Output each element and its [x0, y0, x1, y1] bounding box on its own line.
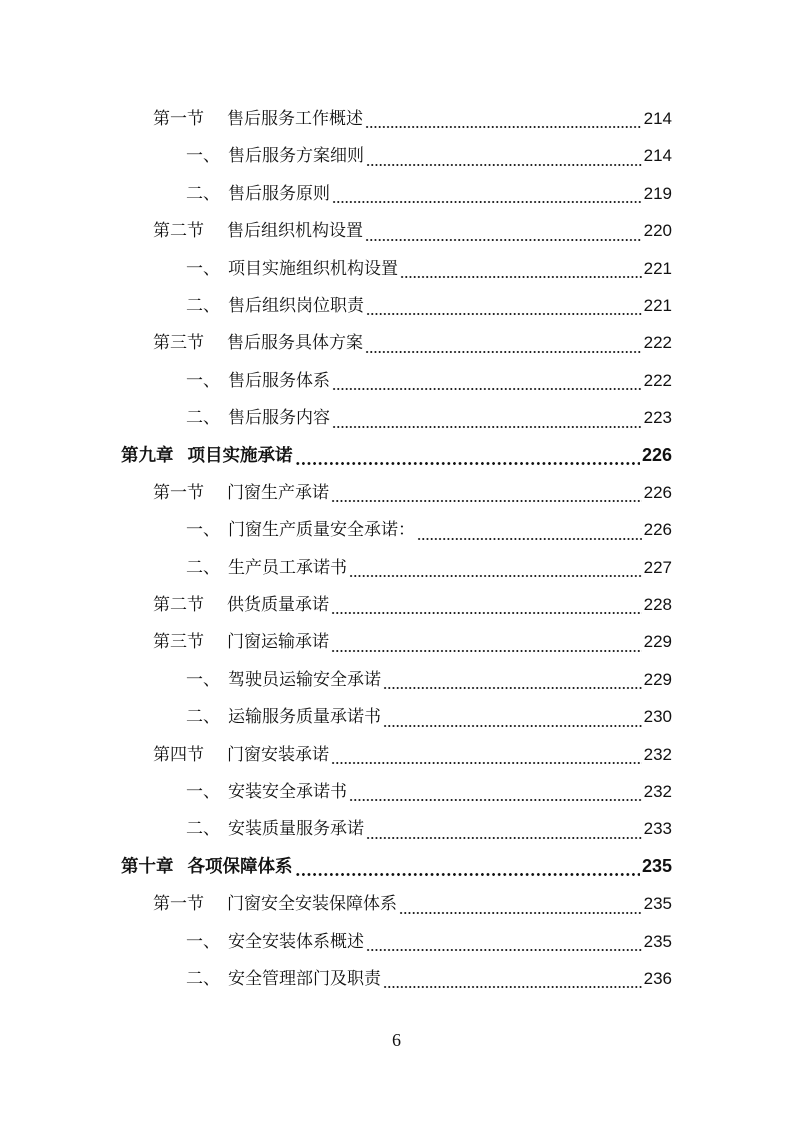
toc-entry-page: 229	[643, 669, 672, 689]
toc-entry-page: 220	[643, 221, 672, 241]
toc-dot-leader	[417, 511, 642, 548]
toc-entry-number: 第二节	[153, 595, 204, 616]
toc-entry-number: 二、	[186, 819, 220, 840]
toc-entry-number: 第十章	[121, 856, 174, 877]
toc-entry-title: 门窗安全安装保障体系	[227, 894, 397, 915]
toc-entry-title: 驾驶员运输安全承诺	[228, 669, 381, 690]
toc-entry-title: 售后组织机构设置	[227, 221, 363, 242]
toc-entry-title: 各项保障体系	[187, 856, 293, 877]
toc-entry-title: 项目实施承诺	[187, 445, 293, 466]
toc-entry-page: 221	[643, 258, 672, 278]
toc-entry-page: 233	[643, 819, 672, 839]
toc-entry-title: 供货质量承诺	[227, 595, 329, 616]
toc-entry-number: 第一节	[153, 109, 204, 129]
toc-entry[interactable]	[153, 324, 672, 361]
toc-entry-title: 安全管理部门及职责	[228, 968, 381, 989]
toc-dot-leader	[295, 437, 640, 474]
toc-dot-leader	[295, 848, 640, 885]
toc-entry[interactable]	[186, 287, 672, 324]
toc-entry-title: 售后组织岗位职责	[228, 295, 364, 316]
table-of-contents	[0, 100, 793, 997]
toc-entry-page: 226	[643, 482, 672, 502]
toc-entry-number: 二、	[186, 557, 220, 578]
toc-entry-number: 一、	[186, 146, 220, 167]
toc-entry[interactable]	[186, 923, 672, 960]
toc-entry-number: 第四节	[153, 744, 204, 765]
toc-entry[interactable]	[153, 885, 672, 922]
toc-dot-leader	[331, 586, 642, 623]
toc-entry-title: 售后服务原则	[228, 183, 330, 204]
toc-entry-number: 第三节	[153, 632, 204, 653]
toc-entry-page: 227	[643, 557, 672, 577]
toc-entry-page: 219	[643, 183, 672, 203]
toc-entry-page: 228	[643, 595, 672, 615]
toc-entry-title: 安全安装体系概述	[228, 931, 364, 952]
toc-entry[interactable]	[153, 212, 672, 249]
toc-entry-number: 第三节	[153, 333, 204, 354]
toc-entry[interactable]	[186, 137, 672, 174]
toc-entry-title: 门窗生产质量安全承诺：	[228, 520, 415, 541]
toc-entry[interactable]	[186, 698, 672, 735]
toc-entry-title: 安装安全承诺书	[228, 782, 347, 803]
toc-entry[interactable]	[153, 623, 672, 660]
toc-entry-page: 221	[643, 295, 672, 315]
toc-dot-leader	[366, 810, 642, 847]
toc-entry-number: 二、	[186, 707, 220, 728]
toc-dot-leader	[332, 362, 642, 399]
toc-dot-leader	[332, 399, 642, 436]
toc-entry-number: 二、	[186, 295, 220, 316]
toc-entry-page: 222	[643, 370, 672, 390]
toc-entry-number: 第九章	[121, 445, 174, 466]
toc-dot-leader	[366, 923, 642, 960]
toc-dot-leader	[383, 698, 642, 735]
toc-entry-title: 运输服务质量承诺书	[228, 707, 381, 728]
toc-entry-page: 230	[643, 707, 672, 727]
toc-entry-title: 售后服务方案细则	[228, 146, 364, 167]
toc-entry-title: 售后服务内容	[228, 408, 330, 429]
toc-dot-leader	[365, 100, 642, 137]
toc-entry-page: 226	[643, 520, 672, 540]
toc-entry-title: 项目实施组织机构设置	[228, 258, 398, 279]
toc-entry[interactable]	[121, 437, 672, 474]
toc-dot-leader	[331, 623, 642, 660]
toc-entry-number: 一、	[186, 520, 220, 541]
toc-entry-number: 二、	[186, 968, 220, 989]
toc-entry-title: 门窗生产承诺	[227, 482, 329, 503]
toc-entry-number: 一、	[186, 782, 220, 803]
toc-dot-leader	[331, 474, 642, 511]
toc-entry[interactable]	[186, 399, 672, 436]
toc-entry[interactable]	[153, 474, 672, 511]
toc-dot-leader	[366, 287, 642, 324]
toc-entry-page: 235	[643, 931, 672, 951]
toc-entry-page: 222	[643, 333, 672, 353]
toc-entry-page: 223	[643, 408, 672, 428]
toc-entry[interactable]	[153, 100, 672, 137]
toc-entry-number: 二、	[186, 183, 220, 204]
toc-entry-page: 232	[643, 744, 672, 764]
toc-entry-page: 235	[641, 855, 672, 876]
toc-dot-leader	[365, 324, 642, 361]
toc-dot-leader	[383, 960, 642, 997]
toc-dot-leader	[331, 736, 642, 773]
toc-entry-page: 229	[643, 632, 672, 652]
toc-entry-page: 214	[643, 146, 672, 166]
page-number: 6	[392, 1030, 401, 1050]
toc-entry-page: 232	[643, 782, 672, 802]
toc-entry[interactable]	[186, 175, 672, 212]
toc-entry-title: 安装质量服务承诺	[228, 819, 364, 840]
toc-entry-number: 第一节	[153, 894, 204, 915]
toc-entry-number: 二、	[186, 408, 220, 429]
toc-entry[interactable]	[153, 586, 672, 623]
toc-entry-page: 236	[643, 968, 672, 988]
toc-entry[interactable]	[186, 810, 672, 847]
toc-entry-title: 售后服务具体方案	[227, 333, 363, 354]
toc-entry-title: 售后服务体系	[228, 370, 330, 391]
toc-entry-title: 生产员工承诺书	[228, 557, 347, 578]
toc-entry[interactable]	[153, 736, 672, 773]
toc-entry[interactable]	[186, 773, 672, 810]
toc-entry-number: 一、	[186, 669, 220, 690]
toc-dot-leader	[366, 137, 642, 174]
toc-entry-number: 一、	[186, 370, 220, 391]
toc-entry[interactable]	[186, 661, 672, 698]
toc-dot-leader	[399, 885, 642, 922]
toc-entry[interactable]	[186, 960, 672, 997]
toc-entry-number: 第一节	[153, 482, 204, 503]
toc-entry[interactable]	[186, 549, 672, 586]
toc-entry[interactable]	[186, 250, 672, 287]
toc-entry-number: 一、	[186, 931, 220, 952]
toc-entry[interactable]	[121, 848, 672, 885]
toc-entry-page: 226	[641, 444, 672, 465]
toc-dot-leader	[365, 212, 642, 249]
toc-entry-number: 第二节	[153, 221, 204, 242]
toc-dot-leader	[383, 661, 642, 698]
toc-entry-page: 214	[643, 109, 672, 128]
toc-dot-leader	[400, 250, 642, 287]
toc-dot-leader	[349, 549, 642, 586]
toc-entry-title: 门窗运输承诺	[227, 632, 329, 653]
toc-dot-leader	[349, 773, 642, 810]
toc-entry-title: 售后服务工作概述	[227, 109, 363, 129]
toc-entry-page: 235	[643, 894, 672, 914]
toc-entry-title: 门窗安装承诺	[227, 744, 329, 765]
toc-entry[interactable]	[186, 511, 672, 548]
toc-entry[interactable]	[186, 362, 672, 399]
toc-entry-number: 一、	[186, 258, 220, 279]
toc-dot-leader	[332, 175, 642, 212]
